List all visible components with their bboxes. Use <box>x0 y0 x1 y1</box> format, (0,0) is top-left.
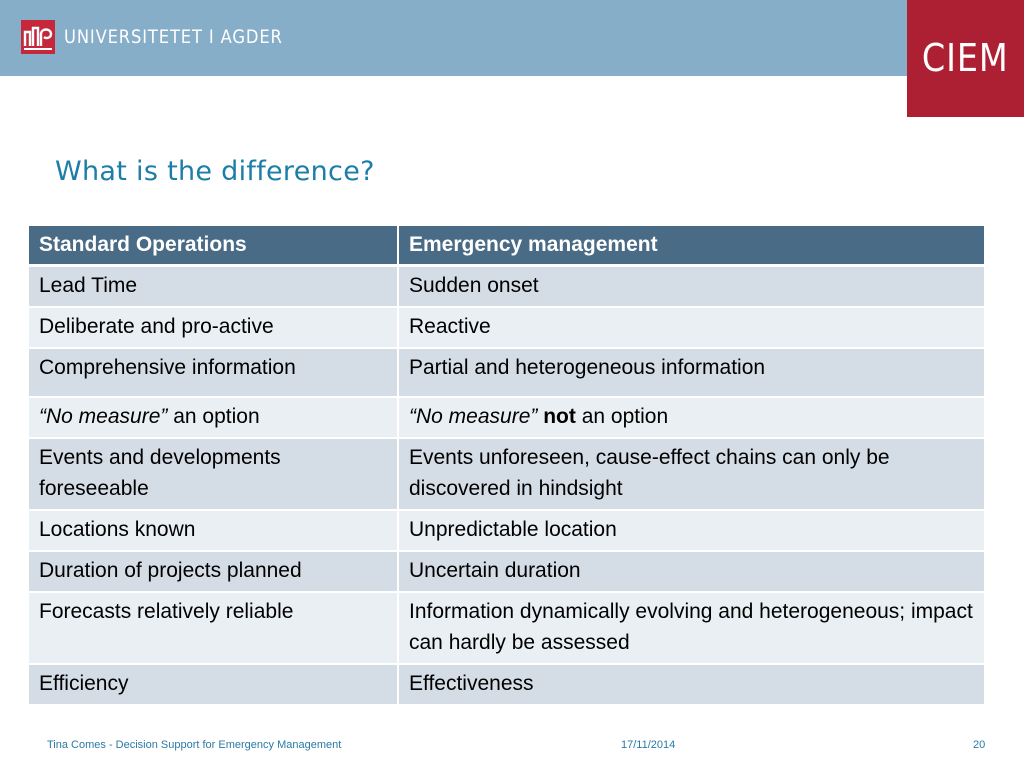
table-cell: Events and developments foreseeable <box>29 438 398 510</box>
table-cell: Information dynamically evolving and heterogeneous; impact can hardly be assessed <box>398 592 984 664</box>
table-cell: Comprehensive information <box>29 348 398 397</box>
table-cell: Partial and heterogeneous information <box>398 348 984 397</box>
ciem-badge <box>907 0 1024 117</box>
table-row <box>29 348 984 397</box>
table-row <box>29 307 984 348</box>
footer-date: 17/11/2014 <box>621 739 676 751</box>
table-row <box>29 551 984 592</box>
strong-text: not <box>543 405 576 428</box>
slide-title: What is the difference? <box>55 156 375 187</box>
table-row <box>29 397 984 438</box>
table-row <box>29 592 984 664</box>
table-cell: Unpredictable location <box>398 510 984 551</box>
header-standard-operations: Standard Operations <box>29 226 398 266</box>
table-cell: Uncertain duration <box>398 551 984 592</box>
table-header-row <box>29 226 984 266</box>
table-cell: Effectiveness <box>398 664 984 705</box>
emphasis-text: “No measure” <box>39 405 168 428</box>
ciem-badge-text: CIEM <box>922 35 1009 80</box>
header-bar <box>0 0 1024 76</box>
university-name: UNIVERSITETET I AGDER <box>64 26 283 48</box>
emphasis-text: “No measure” <box>409 405 538 428</box>
table-cell <box>29 397 398 438</box>
university-logo-icon <box>21 20 55 54</box>
table-row <box>29 510 984 551</box>
table-row <box>29 266 984 308</box>
table-cell: Events unforeseen, cause-effect chains can only be discovered in hindsight <box>398 438 984 510</box>
table-cell: Forecasts relatively reliable <box>29 592 398 664</box>
comparison-table <box>29 226 984 706</box>
header-emergency-management: Emergency management <box>398 226 984 266</box>
footer-presenter: Tina Comes - Decision Support for Emergency Management <box>47 739 342 751</box>
table-cell: Locations known <box>29 510 398 551</box>
table-row <box>29 438 984 510</box>
table-cell: Sudden onset <box>398 266 984 308</box>
table-cell: Efficiency <box>29 664 398 705</box>
table-cell <box>398 397 984 438</box>
table-cell: Lead Time <box>29 266 398 308</box>
cell-text: an option <box>575 405 669 428</box>
table-row <box>29 664 984 705</box>
cell-text: an option <box>167 405 260 428</box>
footer-page-number: 20 <box>973 739 986 751</box>
table-cell: Deliberate and pro-active <box>29 307 398 348</box>
table-cell: Reactive <box>398 307 984 348</box>
university-logo <box>21 20 318 54</box>
table-cell: Duration of projects planned <box>29 551 398 592</box>
